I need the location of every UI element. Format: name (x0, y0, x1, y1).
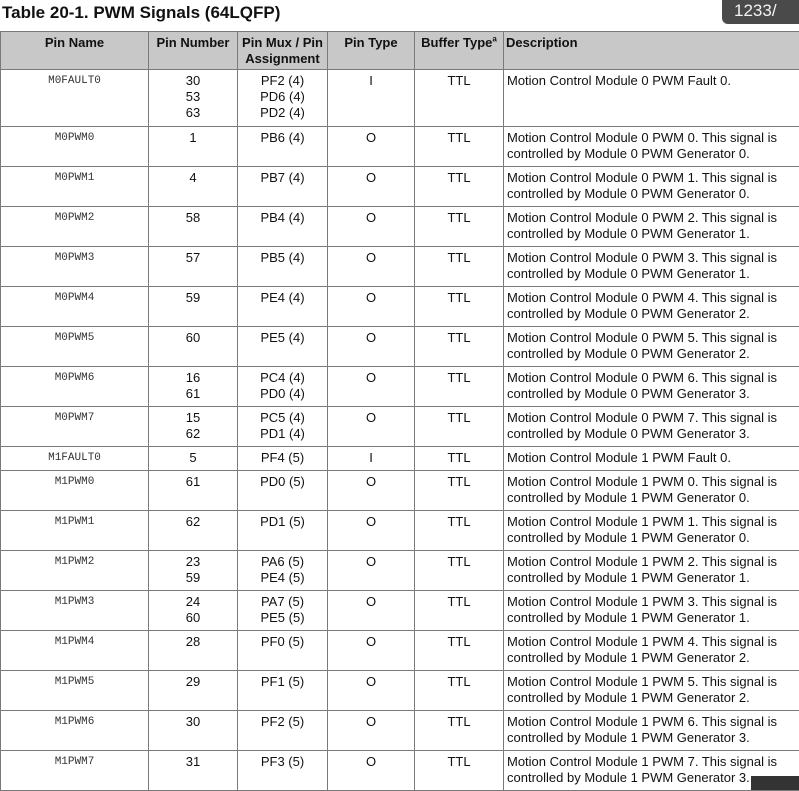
pin-name-cell: M1PWM6 (1, 711, 149, 751)
pin-number: 4 (151, 170, 235, 186)
pin-type-cell: O (328, 631, 415, 671)
pin-mux-cell (238, 511, 328, 551)
buffer-type-cell: TTL (415, 70, 504, 127)
pin-assignment: PF0 (5) (240, 634, 325, 650)
pin-name-cell: M1PWM0 (1, 471, 149, 511)
page-separator: / (772, 1, 777, 20)
description-cell: Motion Control Module 0 PWM 7. This signal is controlled by Module 0 PWM Generator 3. (504, 407, 799, 447)
pin-number: 29 (151, 674, 235, 690)
pin-mux-cell (238, 671, 328, 711)
buffer-type-cell: TTL (415, 287, 504, 327)
description-cell: Motion Control Module 0 PWM 3. This signal is controlled by Module 0 PWM Generator 1. (504, 247, 799, 287)
pin-assignment: PB5 (4) (240, 250, 325, 266)
buffer-type-cell: TTL (415, 671, 504, 711)
pin-number: 61 (151, 386, 235, 402)
table-row (1, 247, 799, 287)
pin-number: 61 (151, 474, 235, 490)
pin-mux-cell (238, 551, 328, 591)
pin-assignment: PF3 (5) (240, 754, 325, 770)
pin-number-cell (149, 751, 238, 791)
pin-number: 53 (151, 89, 235, 105)
header-buffer-type-label: Buffer Type (421, 35, 492, 50)
buffer-type-cell: TTL (415, 711, 504, 751)
pin-number: 24 (151, 594, 235, 610)
pin-assignment: PE5 (5) (240, 610, 325, 626)
buffer-type-cell: TTL (415, 631, 504, 671)
pin-type-cell: O (328, 471, 415, 511)
buffer-type-cell: TTL (415, 367, 504, 407)
pin-number-cell (149, 407, 238, 447)
pin-name-cell: M0PWM5 (1, 327, 149, 367)
pin-mux-cell (238, 447, 328, 471)
pin-number: 63 (151, 105, 235, 121)
buffer-type-cell: TTL (415, 591, 504, 631)
description-cell: Motion Control Module 0 PWM 1. This signal is controlled by Module 0 PWM Generator 0. (504, 167, 799, 207)
header-description: Description (504, 32, 799, 70)
pin-number-cell (149, 127, 238, 167)
pin-name-cell: M0PWM6 (1, 367, 149, 407)
pin-assignment: PF4 (5) (240, 450, 325, 466)
pin-number-cell (149, 367, 238, 407)
buffer-type-cell: TTL (415, 447, 504, 471)
pin-name-cell: M0PWM3 (1, 247, 149, 287)
pin-mux-cell (238, 70, 328, 127)
pin-number-cell (149, 671, 238, 711)
pin-number: 28 (151, 634, 235, 650)
pin-mux-cell (238, 287, 328, 327)
pin-mux-cell (238, 407, 328, 447)
table-row (1, 471, 799, 511)
pin-name-cell: M0PWM7 (1, 407, 149, 447)
pin-type-cell: O (328, 247, 415, 287)
table-row (1, 127, 799, 167)
description-cell: Motion Control Module 1 PWM 3. This signal is controlled by Module 1 PWM Generator 1. (504, 591, 799, 631)
table-row (1, 327, 799, 367)
corner-widget (751, 776, 799, 790)
table-row (1, 591, 799, 631)
pin-number: 59 (151, 570, 235, 586)
table-row (1, 631, 799, 671)
pin-type-cell: O (328, 327, 415, 367)
buffer-type-cell: TTL (415, 407, 504, 447)
pin-type-cell: O (328, 671, 415, 711)
pin-name-cell: M1PWM4 (1, 631, 149, 671)
pin-assignment: PF1 (5) (240, 674, 325, 690)
buffer-type-cell: TTL (415, 167, 504, 207)
pin-name-cell: M1FAULT0 (1, 447, 149, 471)
pin-number-cell (149, 551, 238, 591)
pwm-signals-table (0, 31, 799, 791)
pin-name-cell: M0PWM2 (1, 207, 149, 247)
description-cell: Motion Control Module 1 PWM 5. This signal is controlled by Module 1 PWM Generator 2. (504, 671, 799, 711)
pin-mux-cell (238, 471, 328, 511)
pin-mux-cell (238, 247, 328, 287)
pin-type-cell: I (328, 70, 415, 127)
table-row (1, 511, 799, 551)
pin-number: 30 (151, 714, 235, 730)
buffer-type-cell: TTL (415, 751, 504, 791)
pin-assignment: PE5 (4) (240, 330, 325, 346)
pin-number: 58 (151, 210, 235, 226)
pin-assignment: PE4 (5) (240, 570, 325, 586)
pin-name-cell: M1PWM7 (1, 751, 149, 791)
pin-type-cell: O (328, 711, 415, 751)
pin-mux-cell (238, 711, 328, 751)
pin-name-cell: M0PWM4 (1, 287, 149, 327)
pin-number-cell (149, 327, 238, 367)
description-cell: Motion Control Module 1 PWM 7. This signal is controlled by Module 1 PWM Generator 3. (504, 751, 799, 791)
pin-type-cell: O (328, 167, 415, 207)
pin-number-cell (149, 447, 238, 471)
pin-number: 60 (151, 330, 235, 346)
pin-number-cell (149, 287, 238, 327)
pin-number-cell (149, 471, 238, 511)
header-buffer-type (415, 32, 504, 70)
pin-name-cell: M1PWM1 (1, 511, 149, 551)
pin-type-cell: O (328, 407, 415, 447)
table-row (1, 70, 799, 127)
pin-type-cell: O (328, 127, 415, 167)
pin-mux-cell (238, 367, 328, 407)
pin-number-cell (149, 631, 238, 671)
buffer-type-cell: TTL (415, 471, 504, 511)
header-pin-name: Pin Name (1, 32, 149, 70)
pin-assignment: PD1 (4) (240, 426, 325, 442)
pin-assignment: PC4 (4) (240, 370, 325, 386)
pin-assignment: PC5 (4) (240, 410, 325, 426)
pin-assignment: PA7 (5) (240, 594, 325, 610)
pin-number-cell (149, 207, 238, 247)
pin-number: 30 (151, 73, 235, 89)
buffer-type-cell: TTL (415, 247, 504, 287)
table-row (1, 287, 799, 327)
pin-type-cell: I (328, 447, 415, 471)
pin-type-cell: O (328, 511, 415, 551)
description-cell: Motion Control Module 0 PWM 2. This signal is controlled by Module 0 PWM Generator 1. (504, 207, 799, 247)
pin-type-cell: O (328, 751, 415, 791)
description-cell: Motion Control Module 0 PWM 5. This signal is controlled by Module 0 PWM Generator 2. (504, 327, 799, 367)
page-number-badge[interactable] (722, 0, 799, 24)
buffer-type-cell: TTL (415, 511, 504, 551)
pin-name-cell: M0PWM1 (1, 167, 149, 207)
pin-assignment: PD0 (5) (240, 474, 325, 490)
pin-number-cell (149, 167, 238, 207)
pin-mux-cell (238, 167, 328, 207)
table-row (1, 367, 799, 407)
pin-number: 16 (151, 370, 235, 386)
header-pin-type: Pin Type (328, 32, 415, 70)
pin-number: 23 (151, 554, 235, 570)
pin-number-cell (149, 591, 238, 631)
pin-assignment: PA6 (5) (240, 554, 325, 570)
description-cell: Motion Control Module 1 PWM 0. This signal is controlled by Module 1 PWM Generator 0. (504, 471, 799, 511)
table-row (1, 751, 799, 791)
description-cell: Motion Control Module 1 PWM 4. This signal is controlled by Module 1 PWM Generator 2. (504, 631, 799, 671)
pin-type-cell: O (328, 367, 415, 407)
pin-type-cell: O (328, 551, 415, 591)
pin-assignment: PD0 (4) (240, 386, 325, 402)
description-cell: Motion Control Module 0 PWM 0. This signal is controlled by Module 0 PWM Generator 0. (504, 127, 799, 167)
buffer-type-cell: TTL (415, 207, 504, 247)
description-cell: Motion Control Module 1 PWM 6. This signal is controlled by Module 1 PWM Generator 3. (504, 711, 799, 751)
pin-name-cell: M1PWM2 (1, 551, 149, 591)
buffer-type-cell: TTL (415, 327, 504, 367)
pin-mux-cell (238, 127, 328, 167)
table-row (1, 671, 799, 711)
pin-type-cell: O (328, 287, 415, 327)
pin-mux-cell (238, 207, 328, 247)
description-cell: Motion Control Module 1 PWM Fault 0. (504, 447, 799, 471)
table-title: Table 20-1. PWM Signals (64LQFP) (2, 2, 280, 24)
pin-number: 62 (151, 426, 235, 442)
pin-name-cell: M1PWM3 (1, 591, 149, 631)
pin-assignment: PD6 (4) (240, 89, 325, 105)
pin-name-cell: M0PWM0 (1, 127, 149, 167)
pin-assignment: PD1 (5) (240, 514, 325, 530)
pin-number-cell (149, 247, 238, 287)
pin-name-cell: M1PWM5 (1, 671, 149, 711)
buffer-type-cell: TTL (415, 127, 504, 167)
pin-assignment: PE4 (4) (240, 290, 325, 306)
pin-name-cell: M0FAULT0 (1, 70, 149, 127)
pin-number: 1 (151, 130, 235, 146)
table-row (1, 711, 799, 751)
buffer-type-cell: TTL (415, 551, 504, 591)
pin-mux-cell (238, 327, 328, 367)
description-cell: Motion Control Module 1 PWM 1. This signal is controlled by Module 1 PWM Generator 0. (504, 511, 799, 551)
pin-mux-cell (238, 591, 328, 631)
pin-type-cell: O (328, 591, 415, 631)
pin-number: 62 (151, 514, 235, 530)
description-cell: Motion Control Module 0 PWM 6. This signal is controlled by Module 0 PWM Generator 3. (504, 367, 799, 407)
pin-number: 5 (151, 450, 235, 466)
pin-number-cell (149, 511, 238, 551)
footnote-marker[interactable]: a (492, 35, 496, 44)
pin-assignment: PF2 (4) (240, 73, 325, 89)
table-row (1, 167, 799, 207)
table-header-row (1, 32, 799, 70)
pin-number: 59 (151, 290, 235, 306)
table-row (1, 447, 799, 471)
header-pin-mux: Pin Mux / Pin Assignment (238, 32, 328, 70)
pin-mux-cell (238, 631, 328, 671)
pin-number: 31 (151, 754, 235, 770)
pin-number: 15 (151, 410, 235, 426)
pin-assignment: PB6 (4) (240, 130, 325, 146)
description-cell: Motion Control Module 0 PWM 4. This signal is controlled by Module 0 PWM Generator 2. (504, 287, 799, 327)
pin-number-cell (149, 70, 238, 127)
pin-assignment: PB7 (4) (240, 170, 325, 186)
pin-number: 57 (151, 250, 235, 266)
pin-type-cell: O (328, 207, 415, 247)
page-number: 1233 (734, 1, 772, 20)
pin-assignment: PB4 (4) (240, 210, 325, 226)
pin-number: 60 (151, 610, 235, 626)
description-cell: Motion Control Module 0 PWM Fault 0. (504, 70, 799, 127)
table-row (1, 551, 799, 591)
pin-number-cell (149, 711, 238, 751)
table-row (1, 207, 799, 247)
pin-assignment: PF2 (5) (240, 714, 325, 730)
header-pin-number: Pin Number (149, 32, 238, 70)
pin-mux-cell (238, 751, 328, 791)
table-row (1, 407, 799, 447)
description-cell: Motion Control Module 1 PWM 2. This signal is controlled by Module 1 PWM Generator 1. (504, 551, 799, 591)
pin-assignment: PD2 (4) (240, 105, 325, 121)
